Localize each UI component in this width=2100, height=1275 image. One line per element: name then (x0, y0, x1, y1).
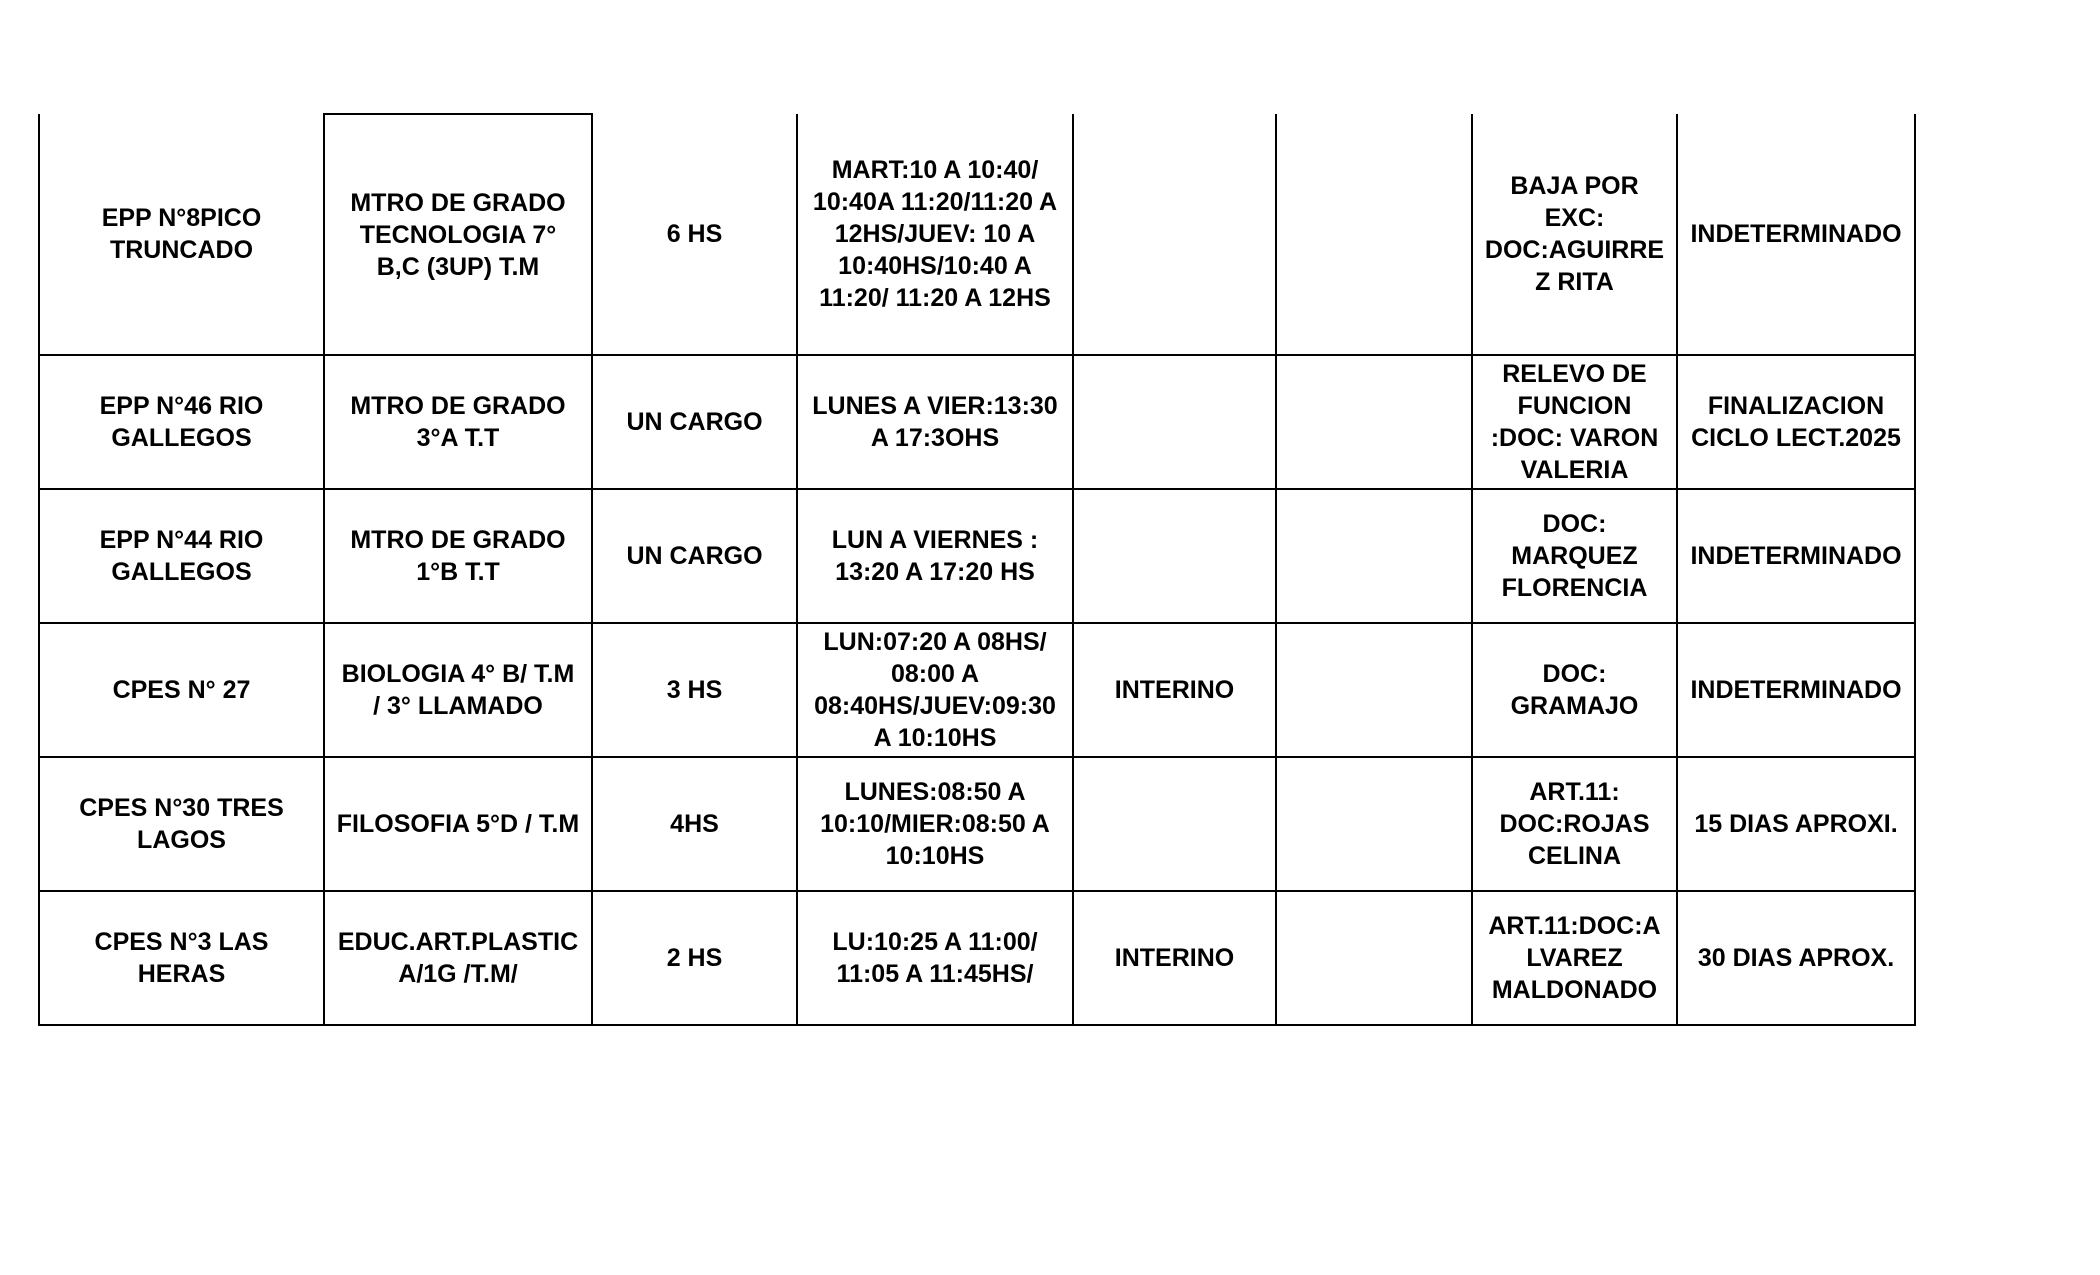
reason-cell: ART.11:DOC:A LVAREZ MALDONADO (1472, 891, 1677, 1025)
schedule-cell: LU:10:25 A 11:00/ 11:05 A 11:45HS/ (797, 891, 1073, 1025)
school-cell: CPES N°30 TRES LAGOS (39, 757, 324, 891)
vacancy-table (38, 113, 1916, 1026)
schedule-cell: LUNES:08:50 A 10:10/MIER:08:50 A 10:10HS (797, 757, 1073, 891)
schedule-cell: LUN A VIERNES : 13:20 A 17:20 HS (797, 489, 1073, 623)
schedule-cell: LUN:07:20 A 08HS/ 08:00 A 08:40HS/JUEV:09:30 A 10:10HS (797, 623, 1073, 757)
reason-cell: ART.11: DOC:ROJAS CELINA (1472, 757, 1677, 891)
hours-cell: UN CARGO (592, 489, 797, 623)
status-cell: INTERINO (1073, 623, 1276, 757)
extra-cell (1276, 114, 1472, 355)
position-cell: MTRO DE GRADO 3°A T.T (324, 355, 592, 489)
table-row (39, 489, 1915, 623)
schedule-cell: MART:10 A 10:40/ 10:40A 11:20/11:20 A 12HS/JUEV: 10 A 10:40HS/10:40 A 11:20/ 11:20 A 12HS (797, 114, 1073, 355)
hours-cell: 2 HS (592, 891, 797, 1025)
school-cell: CPES N°3 LAS HERAS (39, 891, 324, 1025)
reason-cell: DOC: MARQUEZ FLORENCIA (1472, 489, 1677, 623)
hours-cell: UN CARGO (592, 355, 797, 489)
position-cell: MTRO DE GRADO 1°B T.T (324, 489, 592, 623)
position-cell: EDUC.ART.PLASTIC A/1G /T.M/ (324, 891, 592, 1025)
duration-cell: INDETERMINADO (1677, 623, 1915, 757)
hours-cell: 3 HS (592, 623, 797, 757)
extra-cell (1276, 891, 1472, 1025)
table-row (39, 355, 1915, 489)
duration-cell: INDETERMINADO (1677, 489, 1915, 623)
duration-cell: INDETERMINADO (1677, 114, 1915, 355)
school-cell: EPP N°46 RIO GALLEGOS (39, 355, 324, 489)
position-cell: FILOSOFIA 5°D / T.M (324, 757, 592, 891)
duration-cell: 30 DIAS APROX. (1677, 891, 1915, 1025)
extra-cell (1276, 489, 1472, 623)
duration-cell: FINALIZACION CICLO LECT.2025 (1677, 355, 1915, 489)
status-cell (1073, 757, 1276, 891)
position-cell: MTRO DE GRADO TECNOLOGIA 7° B,C (3UP) T.M (324, 114, 592, 355)
hours-cell: 4HS (592, 757, 797, 891)
position-cell: BIOLOGIA 4° B/ T.M / 3° LLAMADO (324, 623, 592, 757)
school-cell: CPES N° 27 (39, 623, 324, 757)
reason-cell: BAJA POR EXC: DOC:AGUIRRE Z RITA (1472, 114, 1677, 355)
status-cell (1073, 489, 1276, 623)
status-cell: INTERINO (1073, 891, 1276, 1025)
extra-cell (1276, 623, 1472, 757)
schedule-cell: LUNES A VIER:13:30 A 17:3OHS (797, 355, 1073, 489)
status-cell (1073, 114, 1276, 355)
reason-cell: DOC: GRAMAJO (1472, 623, 1677, 757)
status-cell (1073, 355, 1276, 489)
reason-cell: RELEVO DE FUNCION :DOC: VARON VALERIA (1472, 355, 1677, 489)
school-cell: EPP N°8PICO TRUNCADO (39, 114, 324, 355)
extra-cell (1276, 355, 1472, 489)
table-row (39, 891, 1915, 1025)
extra-cell (1276, 757, 1472, 891)
duration-cell: 15 DIAS APROXI. (1677, 757, 1915, 891)
table-row (39, 623, 1915, 757)
table-row (39, 757, 1915, 891)
table-row (39, 114, 1915, 355)
school-cell: EPP N°44 RIO GALLEGOS (39, 489, 324, 623)
hours-cell: 6 HS (592, 114, 797, 355)
